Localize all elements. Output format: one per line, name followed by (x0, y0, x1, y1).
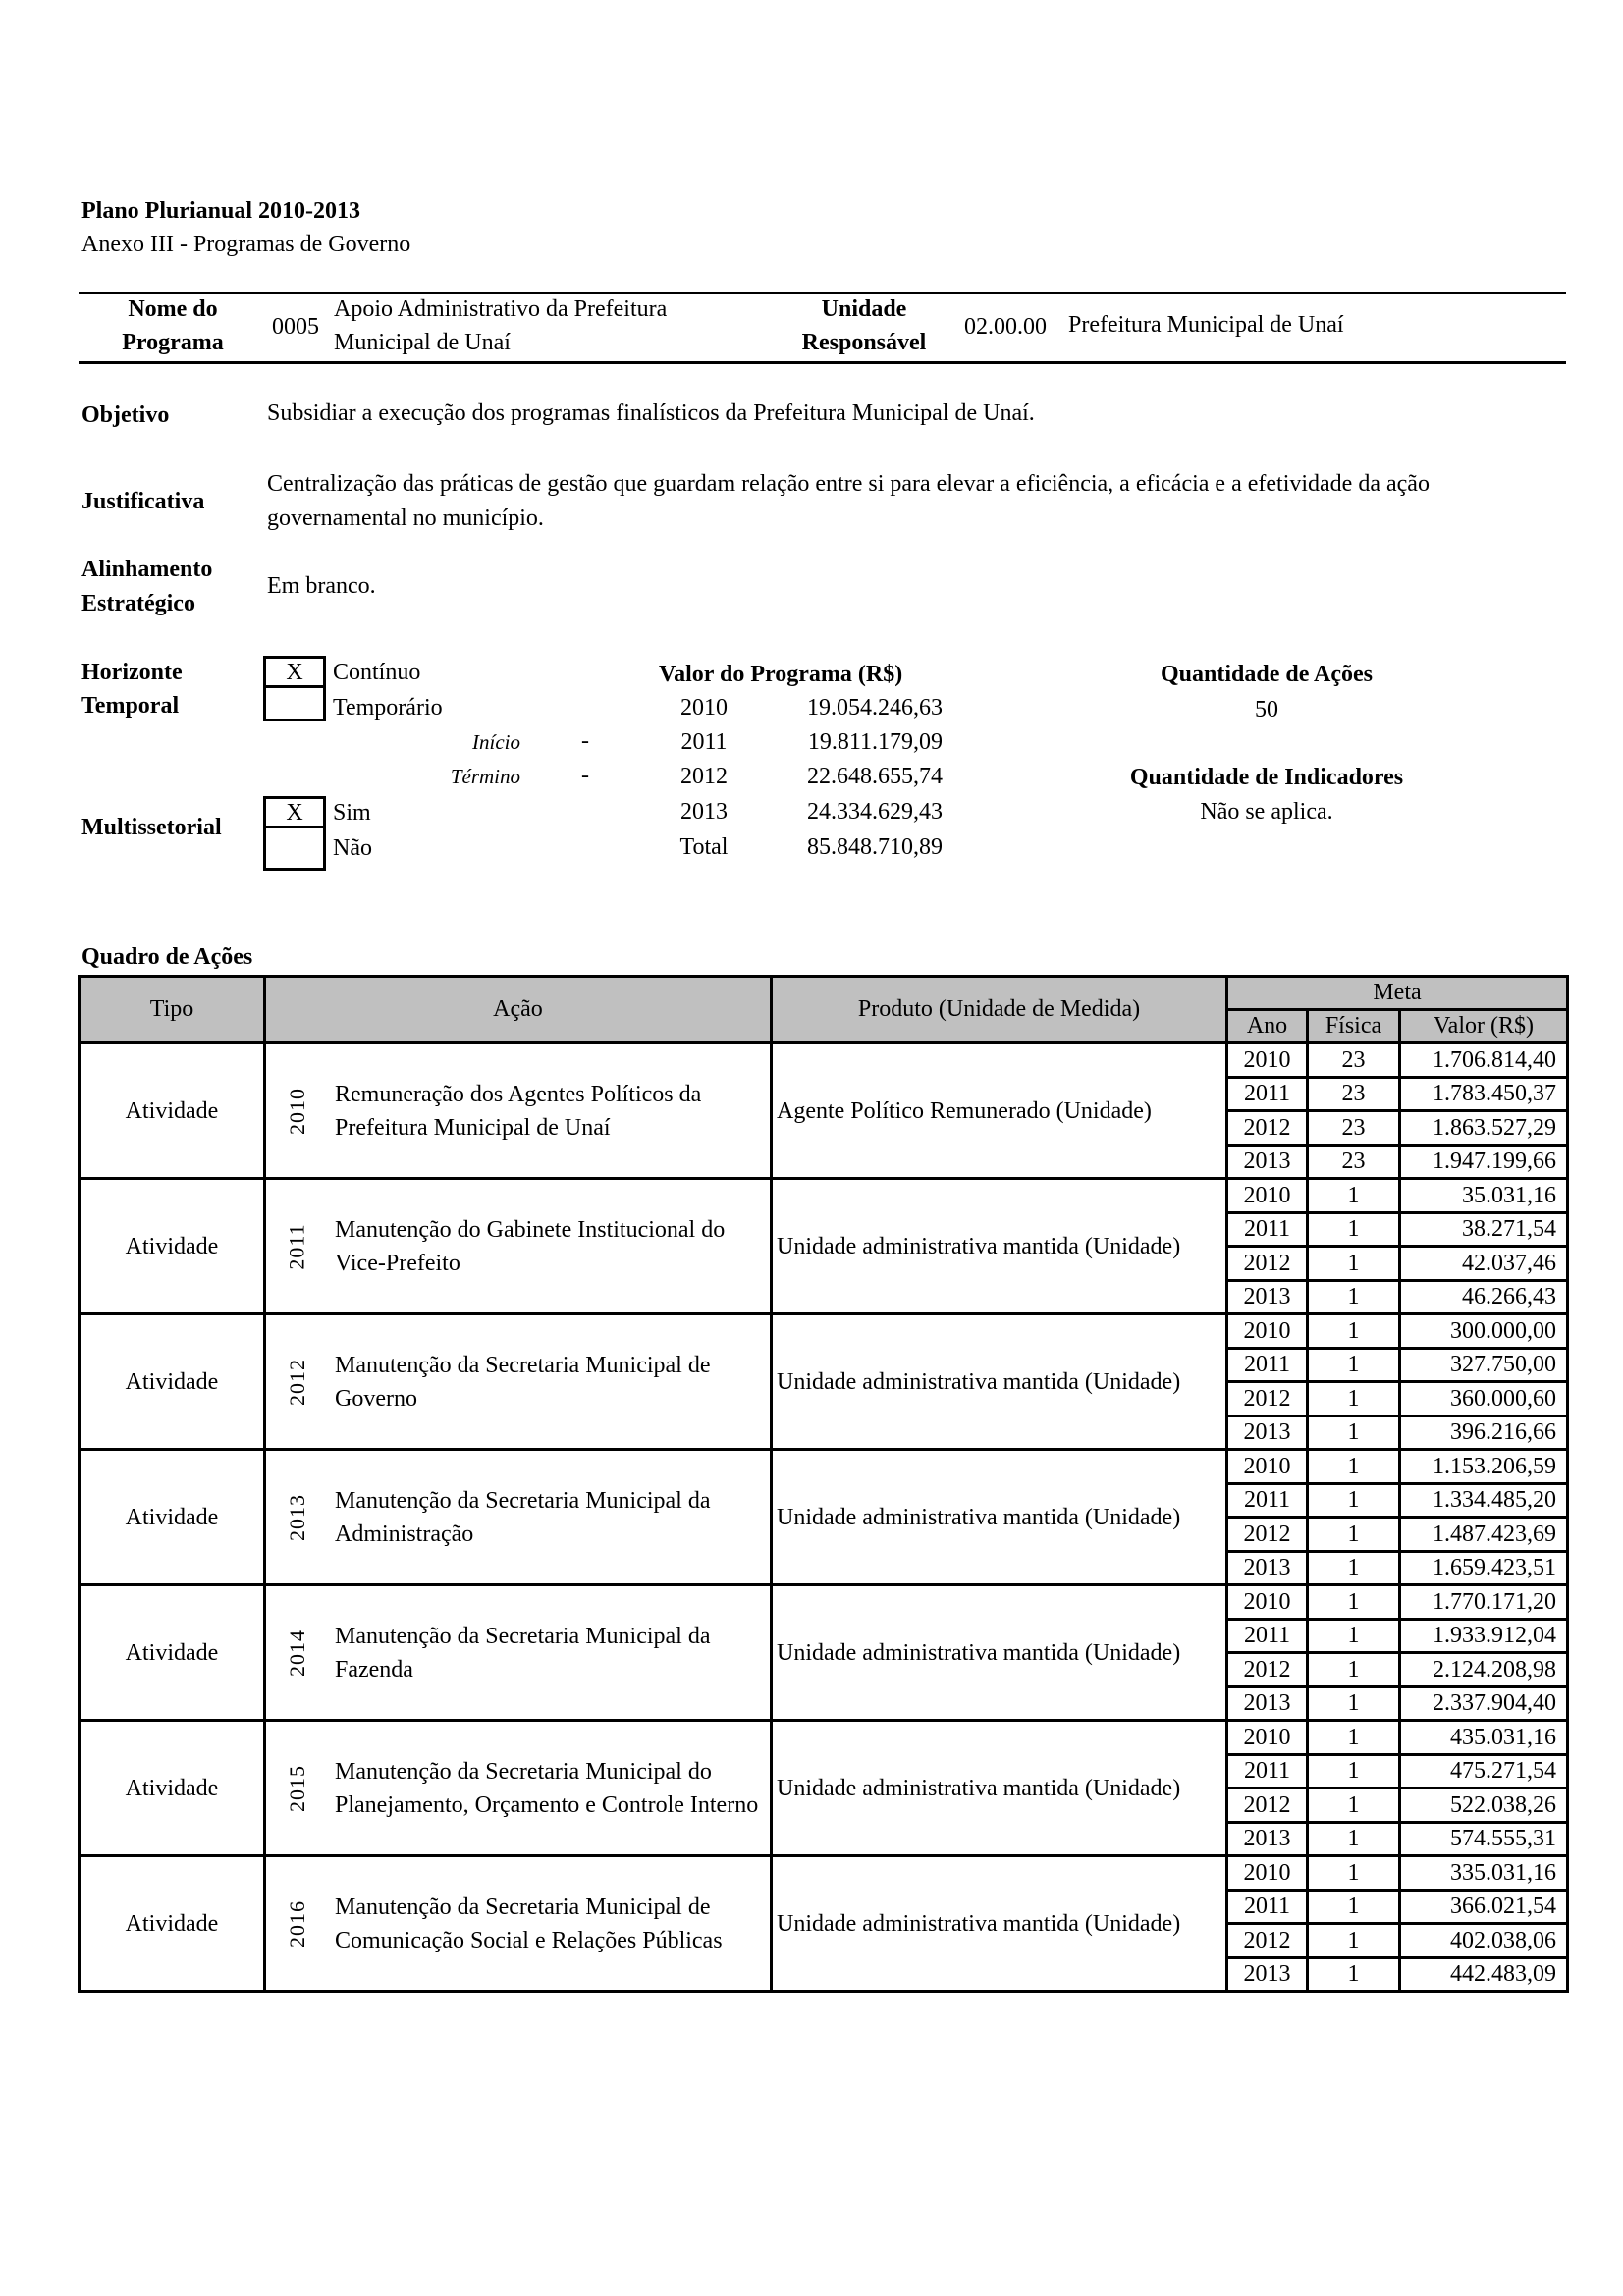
valor-year: 2010 (680, 695, 728, 721)
meta-valor: 402.038,06 (1400, 1924, 1568, 1958)
meta-valor: 42.037,46 (1400, 1247, 1568, 1281)
meta-ano: 2010 (1227, 1179, 1308, 1213)
document-title: Plano Plurianual 2010-2013 (81, 198, 361, 224)
unit-label-line2: Responsável (801, 330, 927, 355)
acao-cell (265, 1179, 772, 1314)
meta-ano: 2012 (1227, 1518, 1308, 1552)
meta-ano: 2013 (1227, 1686, 1308, 1721)
meta-ano: 2012 (1227, 1247, 1308, 1281)
produto-cell: Unidade administrativa mantida (Unidade) (772, 1856, 1227, 1992)
meta-valor: 1.706.814,40 (1400, 1043, 1568, 1078)
quantidade-acoes-value: 50 (1255, 697, 1278, 722)
meta-ano: 2011 (1227, 1483, 1308, 1518)
tipo-cell: Atividade (80, 1314, 265, 1450)
meta-valor: 1.947.199,66 (1400, 1145, 1568, 1179)
acao-name: Remuneração dos Agentes Políticos da Prefeitura Municipal de Unaí (335, 1081, 702, 1141)
header-tipo: Tipo (80, 977, 265, 1043)
meta-fisica: 1 (1308, 1247, 1400, 1281)
acao-code: 2010 (285, 1087, 309, 1135)
acao-code: 2013 (285, 1493, 309, 1541)
valor-amount: 24.334.629,43 (807, 799, 943, 825)
meta-fisica: 1 (1308, 1518, 1400, 1552)
tipo-cell: Atividade (80, 1856, 265, 1992)
acao-code: 2014 (285, 1629, 309, 1677)
meta-ano: 2013 (1227, 1822, 1308, 1856)
top-rule (79, 292, 1566, 294)
meta-valor: 2.337.904,40 (1400, 1686, 1568, 1721)
quadro-acoes-title: Quadro de Ações (81, 944, 253, 970)
meta-fisica: 1 (1308, 1619, 1400, 1653)
valor-amount: 22.648.655,74 (807, 764, 943, 789)
meta-fisica: 23 (1308, 1111, 1400, 1146)
meta-ano: 2013 (1227, 1551, 1308, 1585)
acao-code: 2016 (285, 1899, 309, 1948)
meta-valor: 1.863.527,29 (1400, 1111, 1568, 1146)
meta-valor: 335.031,16 (1400, 1856, 1568, 1891)
acao-cell (265, 1314, 772, 1450)
alinhamento-label-line1: Alinhamento (81, 557, 213, 582)
produto-cell: Unidade administrativa mantida (Unidade) (772, 1585, 1227, 1721)
valor-year: 2012 (680, 764, 728, 789)
produto-cell: Unidade administrativa mantida (Unidade) (772, 1179, 1227, 1314)
meta-fisica: 1 (1308, 1483, 1400, 1518)
meta-fisica: 1 (1308, 1179, 1400, 1213)
acao-cell (265, 1450, 772, 1585)
meta-valor: 366.021,54 (1400, 1890, 1568, 1924)
produto-cell: Unidade administrativa mantida (Unidade) (772, 1721, 1227, 1856)
meta-fisica: 1 (1308, 1890, 1400, 1924)
meta-ano: 2012 (1227, 1789, 1308, 1823)
justificativa-text-line2: governamental no município. (267, 506, 544, 531)
meta-fisica: 1 (1308, 1280, 1400, 1314)
inicio-label: Início (472, 730, 520, 754)
acao-name: Manutenção da Secretaria Municipal de Comunicação Social e Relações Públicas (335, 1894, 723, 1953)
bottom-rule (79, 361, 1566, 364)
table-row (80, 1450, 1568, 1484)
meta-fisica: 1 (1308, 1653, 1400, 1687)
meta-ano: 2012 (1227, 1382, 1308, 1416)
tipo-cell: Atividade (80, 1450, 265, 1585)
meta-ano: 2013 (1227, 1145, 1308, 1179)
tipo-cell: Atividade (80, 1043, 265, 1179)
header-acao: Ação (265, 977, 772, 1043)
sim-checkbox[interactable]: X (263, 796, 326, 828)
objetivo-text: Subsidiar a execução dos programas finalísticos da Prefeitura Municipal de Unaí. (267, 400, 1035, 426)
program-name-line2: Municipal de Unaí (334, 330, 511, 355)
table-row (80, 1043, 1568, 1078)
valor-total-amount: 85.848.710,89 (807, 834, 943, 860)
valor-total-label: Total (679, 834, 729, 860)
acao-cell (265, 1043, 772, 1179)
alinhamento-label-line2: Estratégico (81, 591, 195, 616)
meta-fisica: 1 (1308, 1686, 1400, 1721)
valor-year: 2013 (680, 799, 728, 825)
meta-valor: 475.271,54 (1400, 1754, 1568, 1789)
meta-ano: 2010 (1227, 1585, 1308, 1620)
meta-ano: 2011 (1227, 1890, 1308, 1924)
program-code: 0005 (272, 314, 319, 340)
nao-checkbox[interactable] (263, 826, 326, 871)
meta-fisica: 1 (1308, 1551, 1400, 1585)
meta-valor: 396.216,66 (1400, 1415, 1568, 1450)
acao-code: 2012 (285, 1358, 309, 1406)
valor-programa-heading: Valor do Programa (R$) (659, 662, 903, 687)
inicio-value: - (581, 728, 589, 754)
meta-valor: 300.000,00 (1400, 1314, 1568, 1349)
meta-ano: 2013 (1227, 1415, 1308, 1450)
meta-fisica: 1 (1308, 1754, 1400, 1789)
unit-name: Prefeitura Municipal de Unaí (1068, 312, 1344, 338)
continuo-checkbox[interactable]: X (263, 656, 326, 688)
temporario-checkbox[interactable] (263, 685, 326, 721)
meta-ano: 2011 (1227, 1077, 1308, 1111)
quantidade-acoes-heading: Quantidade de Ações (1160, 662, 1374, 687)
meta-ano: 2011 (1227, 1754, 1308, 1789)
meta-ano: 2011 (1227, 1212, 1308, 1247)
acao-name: Manutenção da Secretaria Municipal da Fazenda (335, 1623, 711, 1682)
meta-valor: 1.770.171,20 (1400, 1585, 1568, 1620)
meta-ano: 2013 (1227, 1957, 1308, 1992)
tipo-cell: Atividade (80, 1585, 265, 1721)
temporario-label: Temporário (333, 695, 443, 721)
valor-amount: 19.054.246,63 (807, 695, 943, 721)
meta-valor: 1.153.206,59 (1400, 1450, 1568, 1484)
meta-valor: 1.487.423,69 (1400, 1518, 1568, 1552)
acao-name: Manutenção do Gabinete Institucional do Vice-Prefeito (335, 1216, 726, 1276)
acao-cell (265, 1585, 772, 1721)
meta-valor: 574.555,31 (1400, 1822, 1568, 1856)
meta-valor: 327.750,00 (1400, 1348, 1568, 1382)
termino-value: - (581, 763, 589, 788)
meta-valor: 46.266,43 (1400, 1280, 1568, 1314)
meta-fisica: 23 (1308, 1077, 1400, 1111)
meta-fisica: 23 (1308, 1145, 1400, 1179)
header-produto: Produto (Unidade de Medida) (772, 977, 1227, 1043)
header-meta: Meta (1227, 977, 1568, 1010)
meta-ano: 2012 (1227, 1653, 1308, 1687)
program-name-label-line1: Nome do (128, 296, 218, 322)
meta-valor: 1.933.912,04 (1400, 1619, 1568, 1653)
acao-code: 2011 (284, 1222, 309, 1270)
meta-fisica: 1 (1308, 1212, 1400, 1247)
valor-amount: 19.811.179,09 (807, 729, 943, 755)
produto-cell: Agente Político Remunerado (Unidade) (772, 1043, 1227, 1179)
meta-valor: 522.038,26 (1400, 1789, 1568, 1823)
program-name-label-line2: Programa (122, 330, 224, 355)
alinhamento-text: Em branco. (267, 573, 376, 599)
meta-fisica: 1 (1308, 1721, 1400, 1755)
meta-ano: 2010 (1227, 1043, 1308, 1078)
meta-ano: 2010 (1227, 1450, 1308, 1484)
horizonte-label-line2: Temporal (81, 693, 180, 719)
meta-fisica: 1 (1308, 1382, 1400, 1416)
header-fisica: Física (1308, 1010, 1400, 1043)
horizonte-label-line1: Horizonte (81, 660, 183, 685)
acao-code: 2015 (285, 1764, 309, 1812)
meta-fisica: 1 (1308, 1856, 1400, 1891)
meta-valor: 1.659.423,51 (1400, 1551, 1568, 1585)
table-row (80, 1856, 1568, 1891)
meta-valor: 442.483,09 (1400, 1957, 1568, 1992)
continuo-label: Contínuo (333, 660, 421, 685)
meta-ano: 2012 (1227, 1924, 1308, 1958)
meta-fisica: 1 (1308, 1957, 1400, 1992)
acao-cell (265, 1856, 772, 1992)
nao-label: Não (333, 835, 372, 861)
document-subtitle: Anexo III - Programas de Governo (81, 232, 411, 257)
meta-fisica: 1 (1308, 1450, 1400, 1484)
tipo-cell: Atividade (80, 1721, 265, 1856)
meta-fisica: 1 (1308, 1314, 1400, 1349)
meta-valor: 1.334.485,20 (1400, 1483, 1568, 1518)
meta-valor: 38.271,54 (1400, 1212, 1568, 1247)
acao-name: Manutenção da Secretaria Municipal de Governo (335, 1352, 711, 1412)
acao-name: Manutenção da Secretaria Municipal da Administração (335, 1487, 711, 1547)
quantidade-indicadores-heading: Quantidade de Indicadores (1129, 765, 1404, 790)
meta-fisica: 1 (1308, 1789, 1400, 1823)
meta-fisica: 1 (1308, 1348, 1400, 1382)
quantidade-indicadores-value: Não se aplica. (1200, 799, 1333, 825)
meta-valor: 1.783.450,37 (1400, 1077, 1568, 1111)
unit-code: 02.00.00 (964, 314, 1047, 340)
unit-label-line1: Unidade (821, 296, 907, 322)
produto-cell: Unidade administrativa mantida (Unidade) (772, 1314, 1227, 1450)
meta-valor: 35.031,16 (1400, 1179, 1568, 1213)
header-valor: Valor (R$) (1400, 1010, 1568, 1043)
objetivo-label: Objetivo (81, 402, 170, 428)
table-row (80, 1179, 1568, 1213)
meta-valor: 2.124.208,98 (1400, 1653, 1568, 1687)
meta-ano: 2011 (1227, 1348, 1308, 1382)
valor-year: 2011 (680, 729, 728, 755)
acao-cell (265, 1721, 772, 1856)
meta-fisica: 1 (1308, 1415, 1400, 1450)
acao-name: Manutenção da Secretaria Municipal do Planejamento, Orçamento e Controle Interno (335, 1758, 759, 1818)
meta-valor: 435.031,16 (1400, 1721, 1568, 1755)
meta-fisica: 1 (1308, 1924, 1400, 1958)
meta-ano: 2010 (1227, 1314, 1308, 1349)
meta-ano: 2011 (1227, 1619, 1308, 1653)
sim-label: Sim (333, 800, 371, 826)
produto-cell: Unidade administrativa mantida (Unidade) (772, 1450, 1227, 1585)
tipo-cell: Atividade (80, 1179, 265, 1314)
meta-ano: 2013 (1227, 1280, 1308, 1314)
meta-fisica: 1 (1308, 1585, 1400, 1620)
header-ano: Ano (1227, 1010, 1308, 1043)
meta-fisica: 1 (1308, 1822, 1400, 1856)
multissetorial-label: Multissetorial (81, 815, 222, 840)
termino-label: Término (450, 765, 520, 788)
meta-ano: 2012 (1227, 1111, 1308, 1146)
actions-table (78, 975, 1569, 1993)
meta-ano: 2010 (1227, 1721, 1308, 1755)
table-row (80, 1585, 1568, 1620)
justificativa-label: Justificativa (81, 489, 205, 514)
justificativa-text-line1: Centralização das práticas de gestão que guardam relação entre si para elevar a eficiência, a eficácia e a efetividade da ação (267, 471, 1430, 497)
meta-fisica: 23 (1308, 1043, 1400, 1078)
meta-valor: 360.000,60 (1400, 1382, 1568, 1416)
program-name-line1: Apoio Administrativo da Prefeitura (334, 296, 668, 322)
meta-ano: 2010 (1227, 1856, 1308, 1891)
table-row (80, 1314, 1568, 1349)
table-row (80, 1721, 1568, 1755)
actions-table-body (80, 1043, 1568, 1992)
